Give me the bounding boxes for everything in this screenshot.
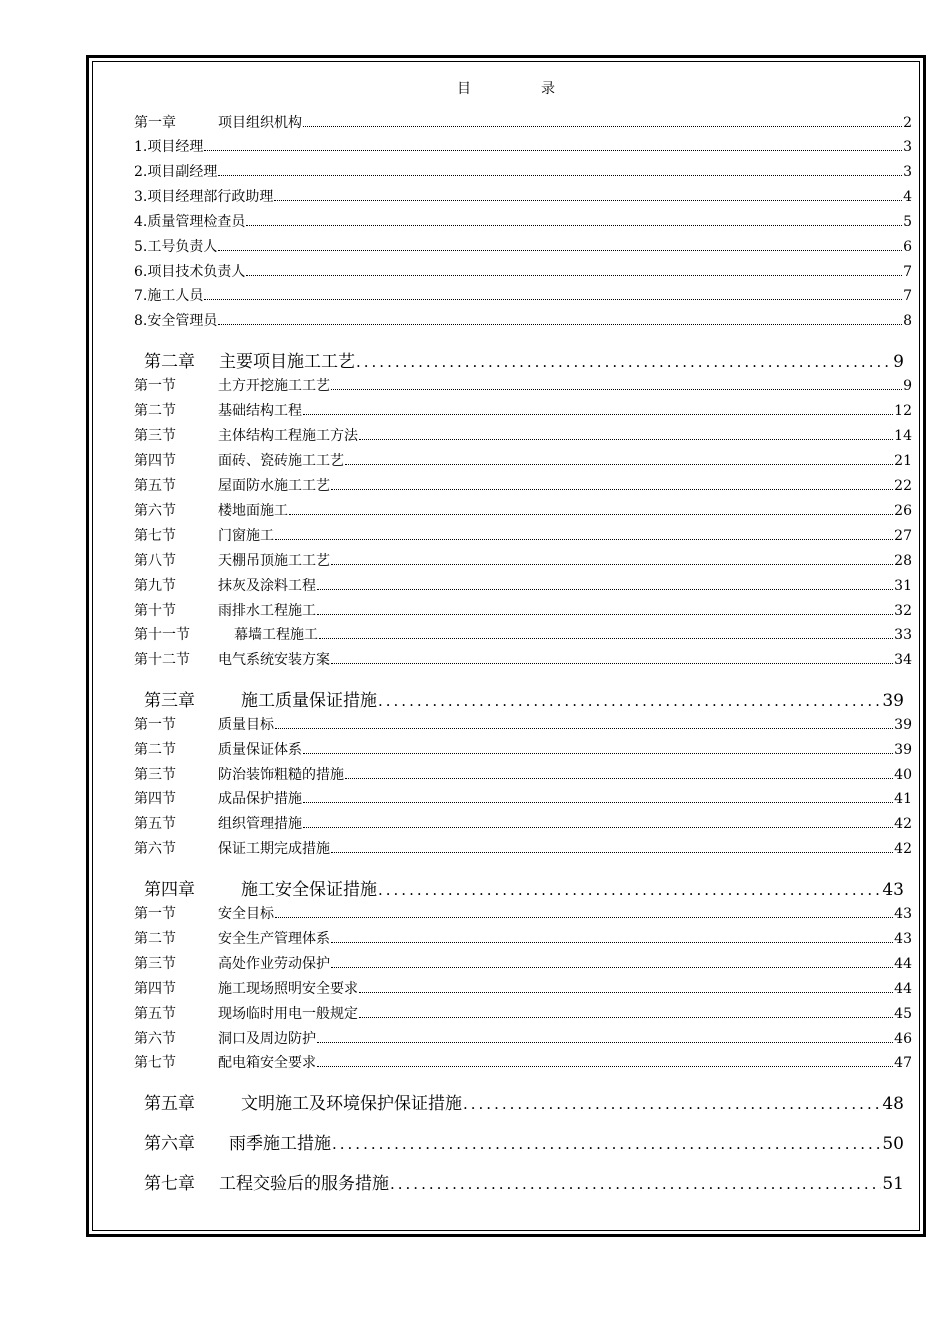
toc-entry[interactable] (134, 289, 912, 303)
toc-leader-dots (218, 324, 902, 325)
toc-entry-title: 组织管理措施 (218, 816, 302, 832)
toc-entry[interactable] (134, 1007, 912, 1021)
toc-entry[interactable] (134, 479, 912, 493)
toc-entry[interactable] (134, 379, 912, 393)
toc-entry[interactable] (134, 957, 912, 971)
toc-entry[interactable] (144, 882, 904, 899)
toc-entry-label: 第十一节 (134, 627, 190, 643)
toc-entry-page: 39 (894, 717, 912, 733)
toc-entry-label: 第四节 (134, 981, 176, 997)
toc-leader-dots (303, 827, 893, 828)
toc-entry-label: 第二节 (134, 742, 176, 758)
toc-entry-page: 45 (894, 1006, 912, 1022)
toc-entry-label: 第三节 (134, 767, 176, 783)
toc-leader-dots (204, 299, 902, 300)
toc-entry-title: 4.质量管理检查员 (134, 214, 246, 230)
toc-entry[interactable] (134, 932, 912, 946)
toc-leader-dots (289, 514, 893, 515)
toc-entry-page: 48 (882, 1094, 904, 1114)
toc-entry-page: 40 (894, 767, 912, 783)
toc-leader-dots (331, 489, 893, 490)
toc-entry-title: 面砖、瓷砖施工工艺 (218, 453, 344, 469)
toc-entry-page: 46 (894, 1031, 912, 1047)
toc-entry-title: 土方开挖施工工艺 (218, 378, 330, 394)
toc-entry-label: 第二节 (134, 931, 176, 947)
toc-entry-title: 保证工期完成措施 (218, 841, 330, 857)
toc-entry-page: 3 (903, 164, 912, 180)
toc-entry-title: 质量保证体系 (218, 742, 302, 758)
toc-leader-dots (331, 942, 893, 943)
toc-entry[interactable] (134, 165, 912, 179)
toc-entry-title: 门窗施工 (218, 528, 274, 544)
toc-entry[interactable] (134, 817, 912, 831)
toc-entry-title: 项目组织机构 (218, 115, 302, 131)
toc-entry-title: 基础结构工程 (218, 403, 302, 419)
toc-entry-label: 第四章 (144, 880, 195, 900)
toc-entry[interactable] (134, 454, 912, 468)
toc-entry-title: 主体结构工程施工方法 (218, 428, 358, 444)
toc-entry-title: 7.施工人员 (134, 288, 204, 304)
toc-entry-title: 现场临时用电一般规定 (218, 1006, 358, 1022)
toc-entry-page: 14 (894, 428, 912, 444)
toc-entry[interactable] (134, 215, 912, 229)
toc-leader-dots (331, 852, 893, 853)
toc-entry-title: 洞口及周边防护 (218, 1031, 316, 1047)
toc-title-char-1: 目 (457, 81, 471, 97)
toc-leader-dots (331, 967, 893, 968)
toc-entry-page: 44 (894, 981, 912, 997)
toc-entry-title: 安全生产管理体系 (218, 931, 330, 947)
toc-entry[interactable] (134, 792, 912, 806)
toc-entry-page: 2 (903, 115, 912, 131)
toc-entry-page: 43 (882, 880, 904, 900)
toc-entry[interactable] (144, 1176, 904, 1193)
toc-entry-label: 第一节 (134, 717, 176, 733)
toc-entry-page: 22 (894, 478, 912, 494)
toc-leader-dots (331, 389, 902, 390)
toc-entry[interactable] (134, 504, 912, 518)
toc-entry[interactable] (144, 1136, 904, 1153)
toc-entry-label: 第八节 (134, 553, 176, 569)
toc-leader-dots (331, 663, 893, 664)
toc-entry-label: 第七章 (144, 1174, 195, 1194)
toc-entry-page: 43 (894, 906, 912, 922)
toc-entry-page: 8 (903, 313, 912, 329)
toc-leader-dots (378, 882, 881, 899)
toc-entry[interactable] (134, 429, 912, 443)
toc-leader-dots (275, 917, 893, 918)
toc-leader-dots (356, 354, 892, 371)
toc-entry[interactable] (134, 240, 912, 254)
toc-leader-dots (359, 439, 893, 440)
toc-leader-dots (246, 225, 902, 226)
toc-entry[interactable] (134, 404, 912, 418)
toc-entry-label: 第一章 (134, 115, 176, 131)
toc-entry-page: 43 (894, 931, 912, 947)
toc-entry-label: 第三节 (134, 956, 176, 972)
toc-leader-dots (303, 802, 893, 803)
toc-entry-label: 第五节 (134, 478, 176, 494)
toc-entry-page: 9 (903, 378, 912, 394)
toc-entry-title: 雨季施工措施 (229, 1134, 331, 1154)
toc-entry-label: 第一节 (134, 906, 176, 922)
toc-entry-label: 第七节 (134, 528, 176, 544)
toc-entry[interactable] (134, 190, 912, 204)
toc-entry-title: 天棚吊顶施工工艺 (218, 553, 330, 569)
toc-entry-title: 文明施工及环境保护保证措施 (241, 1094, 462, 1114)
toc-entry-title: 配电箱安全要求 (218, 1055, 316, 1071)
toc-entry-title: 抹灰及涂料工程 (218, 578, 316, 594)
toc-leader-dots (275, 539, 893, 540)
toc-entry[interactable] (134, 842, 912, 856)
toc-entry[interactable] (134, 907, 912, 921)
toc-entry-label: 第三章 (144, 691, 195, 711)
toc-leader-dots (317, 1066, 893, 1067)
toc-entry-title: 6.项目技术负责人 (134, 264, 246, 280)
toc-entry-title: 8.安全管理员 (134, 313, 218, 329)
toc-leader-dots (319, 638, 893, 639)
toc-entry-page: 42 (894, 841, 912, 857)
toc-entry-page: 39 (882, 691, 904, 711)
toc-entry[interactable] (134, 529, 912, 543)
toc-leader-dots (345, 464, 893, 465)
toc-entry[interactable] (134, 554, 912, 568)
toc-entry-label: 第六章 (144, 1134, 195, 1154)
toc-entry-page: 42 (894, 816, 912, 832)
toc-entry-page: 34 (894, 652, 912, 668)
toc-entry-label: 第四节 (134, 453, 176, 469)
toc-entry[interactable] (134, 718, 912, 732)
toc-entry[interactable] (134, 265, 912, 279)
toc-leader-dots (303, 126, 902, 127)
toc-entry-page: 27 (894, 528, 912, 544)
toc-entry-page: 39 (894, 742, 912, 758)
toc-entry-title: 屋面防水施工工艺 (218, 478, 330, 494)
toc-leader-dots (218, 250, 902, 251)
toc-entry-page: 12 (894, 403, 912, 419)
toc-entry-page: 5 (903, 214, 912, 230)
toc-entry-title: 楼地面施工 (218, 503, 288, 519)
toc-entry-title: 质量目标 (218, 717, 274, 733)
toc-entry-title: 施工安全保证措施 (241, 880, 377, 900)
toc-entry-page: 50 (882, 1134, 904, 1154)
toc-entry-label: 第四节 (134, 791, 176, 807)
toc-entry-page: 7 (903, 264, 912, 280)
toc-leader-dots (317, 589, 893, 590)
toc-entry[interactable] (134, 628, 912, 642)
toc-leader-dots (317, 614, 893, 615)
toc-entry-title: 主要项目施工工艺 (219, 352, 355, 372)
toc-entry-label: 第五节 (134, 816, 176, 832)
toc-entry[interactable] (134, 743, 912, 757)
toc-entry-title: 安全目标 (218, 906, 274, 922)
toc-entry-label: 第五章 (144, 1094, 195, 1114)
toc-entry[interactable] (134, 653, 912, 667)
toc-entry-label: 第七节 (134, 1055, 176, 1071)
toc-entry-page: 32 (894, 603, 912, 619)
toc-entry-title: 成品保护措施 (218, 791, 302, 807)
toc-entry-title: 雨排水工程施工 (218, 603, 316, 619)
toc-leader-dots (204, 150, 902, 151)
toc-entry[interactable] (134, 1032, 912, 1046)
toc-leader-dots (378, 693, 881, 710)
toc-entry[interactable] (134, 604, 912, 618)
toc-leader-dots (332, 1136, 881, 1153)
toc-entry-page: 28 (894, 553, 912, 569)
toc-entry-title: 施工现场照明安全要求 (218, 981, 358, 997)
toc-entry-label: 第五节 (134, 1006, 176, 1022)
toc-entry-page: 26 (894, 503, 912, 519)
toc-entry-title: 高处作业劳动保护 (218, 956, 330, 972)
toc-entry-title: 防治装饰粗糙的措施 (218, 767, 344, 783)
toc-entry-title: 2.项目副经理 (134, 164, 218, 180)
toc-entry-label: 第三节 (134, 428, 176, 444)
toc-entry-page: 51 (882, 1174, 904, 1194)
toc-entry-title: 3.项目经理部行政助理 (134, 189, 274, 205)
toc-entry[interactable] (144, 693, 904, 710)
toc-entry[interactable] (134, 579, 912, 593)
toc-entry-page: 21 (894, 453, 912, 469)
toc-title (92, 78, 920, 98)
toc-entry[interactable] (134, 116, 912, 130)
toc-title-char-2: 录 (541, 81, 555, 97)
toc-entry-label: 第九节 (134, 578, 176, 594)
toc-entry-label: 第二节 (134, 403, 176, 419)
toc-entry[interactable] (144, 354, 904, 371)
toc-leader-dots (303, 414, 893, 415)
toc-leader-dots (345, 778, 893, 779)
toc-leader-dots (359, 1017, 893, 1018)
toc-entry-page: 9 (893, 352, 904, 372)
toc-entry-label: 第十二节 (134, 652, 190, 668)
toc-entry-label: 第二章 (144, 352, 195, 372)
toc-entry-page: 31 (894, 578, 912, 594)
toc-entry[interactable] (134, 314, 912, 328)
toc-leader-dots (218, 175, 902, 176)
toc-leader-dots (246, 275, 902, 276)
toc-entry-label: 第六节 (134, 503, 176, 519)
toc-entry-page: 33 (894, 627, 912, 643)
toc-entry-label: 第六节 (134, 841, 176, 857)
toc-entry-title: 施工质量保证措施 (241, 691, 377, 711)
toc-entry-page: 7 (903, 288, 912, 304)
toc-entry-page: 44 (894, 956, 912, 972)
toc-entry-label: 第六节 (134, 1031, 176, 1047)
toc-entry-title: 电气系统安装方案 (218, 652, 330, 668)
toc-leader-dots (390, 1176, 881, 1193)
toc-entry-label: 第一节 (134, 378, 176, 394)
toc-entry-page: 3 (903, 139, 912, 155)
toc-leader-dots (463, 1096, 881, 1113)
toc-entry[interactable] (134, 140, 912, 154)
toc-leader-dots (275, 728, 893, 729)
toc-entry-page: 41 (894, 791, 912, 807)
toc-entry-title: 1.项目经理 (134, 139, 204, 155)
toc-entry-page: 6 (903, 239, 912, 255)
toc-leader-dots (359, 992, 893, 993)
toc-entry[interactable] (134, 1056, 912, 1070)
toc-leader-dots (317, 1042, 893, 1043)
toc-leader-dots (303, 753, 893, 754)
toc-entry-title: 幕墙工程施工 (234, 627, 318, 643)
toc-entry-title: 工程交验后的服务措施 (219, 1174, 389, 1194)
toc-leader-dots (331, 564, 893, 565)
toc-entry-label: 第十节 (134, 603, 176, 619)
toc-entry[interactable] (134, 982, 912, 996)
toc-entry-title: 5.工号负责人 (134, 239, 218, 255)
toc-entry[interactable] (134, 768, 912, 782)
toc-leader-dots (274, 200, 902, 201)
toc-entry[interactable] (144, 1096, 904, 1113)
toc-entry-page: 4 (903, 189, 912, 205)
toc-entry-page: 47 (894, 1055, 912, 1071)
